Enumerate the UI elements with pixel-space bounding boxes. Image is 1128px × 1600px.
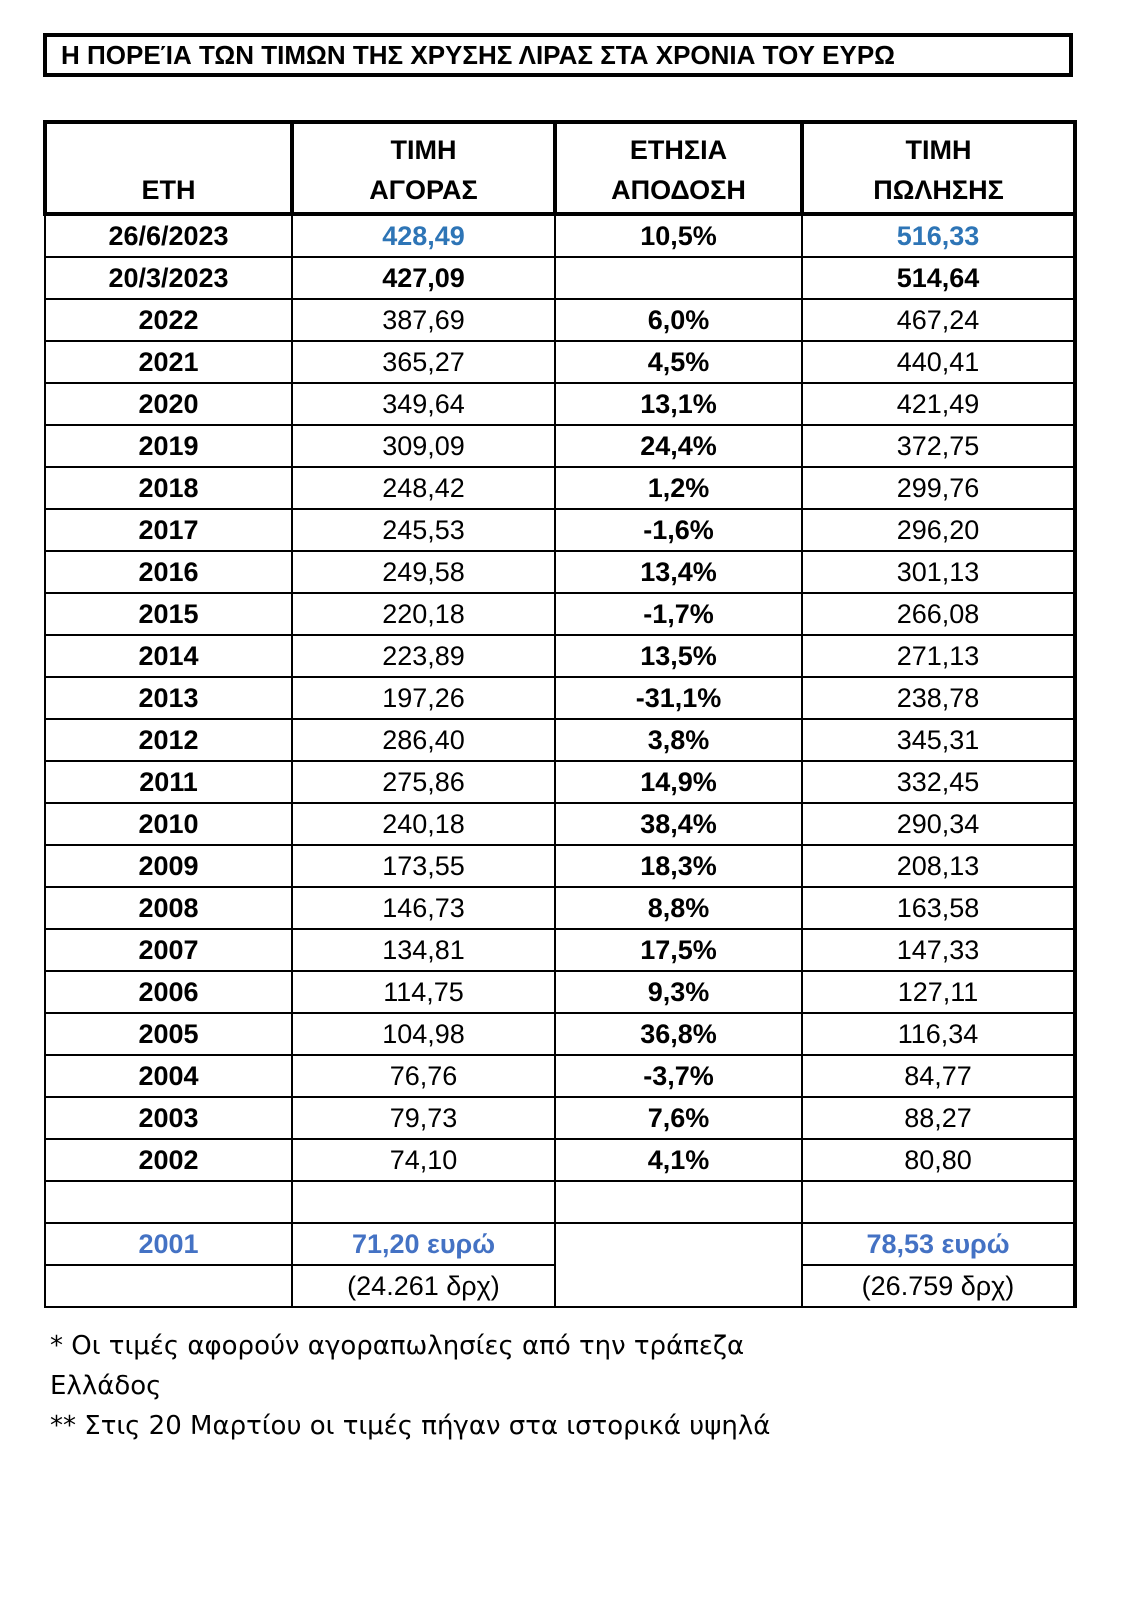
cell-annual-return (555, 257, 802, 299)
cell-annual-return: -1,7% (555, 593, 802, 635)
gold-sovereign-price-table (43, 120, 1077, 1308)
cell-annual-return: 4,5% (555, 341, 802, 383)
cell-year: 2021 (45, 341, 292, 383)
table-header-row (45, 122, 1075, 214)
cell-buy-price: 349,64 (292, 383, 555, 425)
empty-cell (555, 1181, 802, 1223)
table-row (45, 214, 1075, 257)
empty-cell (802, 1181, 1075, 1223)
cell-year: 2018 (45, 467, 292, 509)
cell-year: 2019 (45, 425, 292, 467)
cell-sell-price: 271,13 (802, 635, 1075, 677)
header-annual-return: ΕΤΗΣΙΑ ΑΠΟΔΟΣΗ (555, 122, 802, 214)
cell-year: 26/6/2023 (45, 214, 292, 257)
base-year-row (45, 1223, 1075, 1265)
cell-year: 2009 (45, 845, 292, 887)
cell-year: 2012 (45, 719, 292, 761)
footnotes (50, 1326, 810, 1446)
empty-cell (45, 1181, 292, 1223)
cell-year: 20/3/2023 (45, 257, 292, 299)
empty-cell (292, 1181, 555, 1223)
table-row (45, 1013, 1075, 1055)
table-row (45, 1139, 1075, 1181)
cell-sell-price: 514,64 (802, 257, 1075, 299)
cell-year: 2005 (45, 1013, 292, 1055)
cell-buy-price: 286,40 (292, 719, 555, 761)
cell-buy-price: 220,18 (292, 593, 555, 635)
cell-buy-price: 114,75 (292, 971, 555, 1013)
table-row (45, 803, 1075, 845)
cell-annual-return: 17,5% (555, 929, 802, 971)
cell-buy-price: 240,18 (292, 803, 555, 845)
table-row (45, 299, 1075, 341)
cell-buy-price: 197,26 (292, 677, 555, 719)
cell-buy-price: 387,69 (292, 299, 555, 341)
empty-spacer-row (45, 1181, 1075, 1223)
base-year-buy-drachma: (24.261 δρχ) (292, 1265, 555, 1307)
cell-annual-return: 18,3% (555, 845, 802, 887)
cell-sell-price: 421,49 (802, 383, 1075, 425)
cell-annual-return: -31,1% (555, 677, 802, 719)
cell-sell-price: 372,75 (802, 425, 1075, 467)
cell-year: 2017 (45, 509, 292, 551)
cell-year: 2016 (45, 551, 292, 593)
cell-sell-price: 84,77 (802, 1055, 1075, 1097)
cell-year: 2011 (45, 761, 292, 803)
cell-year: 2015 (45, 593, 292, 635)
cell-sell-price: 266,08 (802, 593, 1075, 635)
cell-annual-return: -1,6% (555, 509, 802, 551)
cell-year: 2002 (45, 1139, 292, 1181)
cell-sell-price: 127,11 (802, 971, 1075, 1013)
footnote-record-high: ** Στις 20 Μαρτίου οι τιμές πήγαν στα ιστορικά υψηλά (50, 1411, 771, 1441)
cell-sell-price: 516,33 (802, 214, 1075, 257)
table-row (45, 383, 1075, 425)
cell-buy-price: 74,10 (292, 1139, 555, 1181)
cell-sell-price: 290,34 (802, 803, 1075, 845)
cell-annual-return: 14,9% (555, 761, 802, 803)
cell-buy-price: 249,58 (292, 551, 555, 593)
cell-buy-price: 248,42 (292, 467, 555, 509)
cell-sell-price: 80,80 (802, 1139, 1075, 1181)
cell-annual-return: -3,7% (555, 1055, 802, 1097)
base-year-cell: 2001 (45, 1223, 292, 1265)
table-row (45, 677, 1075, 719)
table-row (45, 341, 1075, 383)
cell-sell-price: 116,34 (802, 1013, 1075, 1055)
cell-annual-return: 3,8% (555, 719, 802, 761)
header-years: ΕΤΗ (45, 122, 292, 214)
cell-year: 2010 (45, 803, 292, 845)
cell-buy-price: 427,09 (292, 257, 555, 299)
cell-year: 2014 (45, 635, 292, 677)
empty-cell (45, 1265, 292, 1307)
cell-buy-price: 275,86 (292, 761, 555, 803)
table-row (45, 551, 1075, 593)
cell-annual-return: 13,5% (555, 635, 802, 677)
cell-annual-return: 6,0% (555, 299, 802, 341)
cell-sell-price: 296,20 (802, 509, 1075, 551)
cell-buy-price: 223,89 (292, 635, 555, 677)
cell-buy-price: 309,09 (292, 425, 555, 467)
table-row (45, 761, 1075, 803)
cell-buy-price: 76,76 (292, 1055, 555, 1097)
table-row (45, 845, 1075, 887)
header-buy-price: ΤΙΜΗ ΑΓΟΡΑΣ (292, 122, 555, 214)
cell-sell-price: 440,41 (802, 341, 1075, 383)
table-row (45, 509, 1075, 551)
cell-sell-price: 299,76 (802, 467, 1075, 509)
table-row (45, 593, 1075, 635)
cell-year: 2003 (45, 1097, 292, 1139)
table-row (45, 467, 1075, 509)
cell-buy-price: 365,27 (292, 341, 555, 383)
cell-sell-price: 163,58 (802, 887, 1075, 929)
table-row (45, 971, 1075, 1013)
base-year-sell-drachma: (26.759 δρχ) (802, 1265, 1075, 1307)
cell-sell-price: 147,33 (802, 929, 1075, 971)
cell-buy-price: 245,53 (292, 509, 555, 551)
cell-year: 2007 (45, 929, 292, 971)
cell-annual-return: 8,8% (555, 887, 802, 929)
cell-annual-return: 13,4% (555, 551, 802, 593)
cell-year: 2008 (45, 887, 292, 929)
cell-buy-price: 104,98 (292, 1013, 555, 1055)
cell-annual-return: 24,4% (555, 425, 802, 467)
cell-annual-return: 38,4% (555, 803, 802, 845)
cell-sell-price: 467,24 (802, 299, 1075, 341)
cell-buy-price: 79,73 (292, 1097, 555, 1139)
table-row (45, 257, 1075, 299)
cell-sell-price: 345,31 (802, 719, 1075, 761)
table-row (45, 425, 1075, 467)
table-row (45, 887, 1075, 929)
base-year-buy-price: 71,20 ευρώ (292, 1223, 555, 1265)
cell-buy-price: 428,49 (292, 214, 555, 257)
cell-year: 2022 (45, 299, 292, 341)
cell-buy-price: 173,55 (292, 845, 555, 887)
cell-annual-return: 1,2% (555, 467, 802, 509)
cell-annual-return: 13,1% (555, 383, 802, 425)
cell-annual-return: 10,5% (555, 214, 802, 257)
cell-sell-price: 208,13 (802, 845, 1075, 887)
page-title: Η ΠΟΡΕΊΑ ΤΩΝ ΤΙΜΩΝ ΤΗΣ ΧΡΥΣΗΣ ΛΙΡΑΣ ΣΤΑ ΧΡΟΝΙΑ ΤΟΥ ΕΥΡΩ (43, 33, 1073, 77)
cell-sell-price: 332,45 (802, 761, 1075, 803)
cell-year: 2013 (45, 677, 292, 719)
cell-sell-price: 88,27 (802, 1097, 1075, 1139)
cell-annual-return: 9,3% (555, 971, 802, 1013)
header-sell-price: ΤΙΜΗ ΠΩΛΗΣΗΣ (802, 122, 1075, 214)
cell-year: 2020 (45, 383, 292, 425)
cell-buy-price: 134,81 (292, 929, 555, 971)
cell-annual-return: 7,6% (555, 1097, 802, 1139)
base-year-sell-price: 78,53 ευρώ (802, 1223, 1075, 1265)
cell-sell-price: 238,78 (802, 677, 1075, 719)
table-row (45, 1055, 1075, 1097)
table-row (45, 1097, 1075, 1139)
cell-year: 2004 (45, 1055, 292, 1097)
table-row (45, 635, 1075, 677)
cell-sell-price: 301,13 (802, 551, 1075, 593)
table-row (45, 719, 1075, 761)
cell-annual-return: 4,1% (555, 1139, 802, 1181)
table-row (45, 929, 1075, 971)
cell-year: 2006 (45, 971, 292, 1013)
base-year-return-empty (555, 1223, 802, 1307)
footnote-source: * Οι τιμές αφορούν αγοραπωλησίες από την τράπεζα Ελλάδος (50, 1331, 745, 1401)
cell-annual-return: 36,8% (555, 1013, 802, 1055)
cell-buy-price: 146,73 (292, 887, 555, 929)
